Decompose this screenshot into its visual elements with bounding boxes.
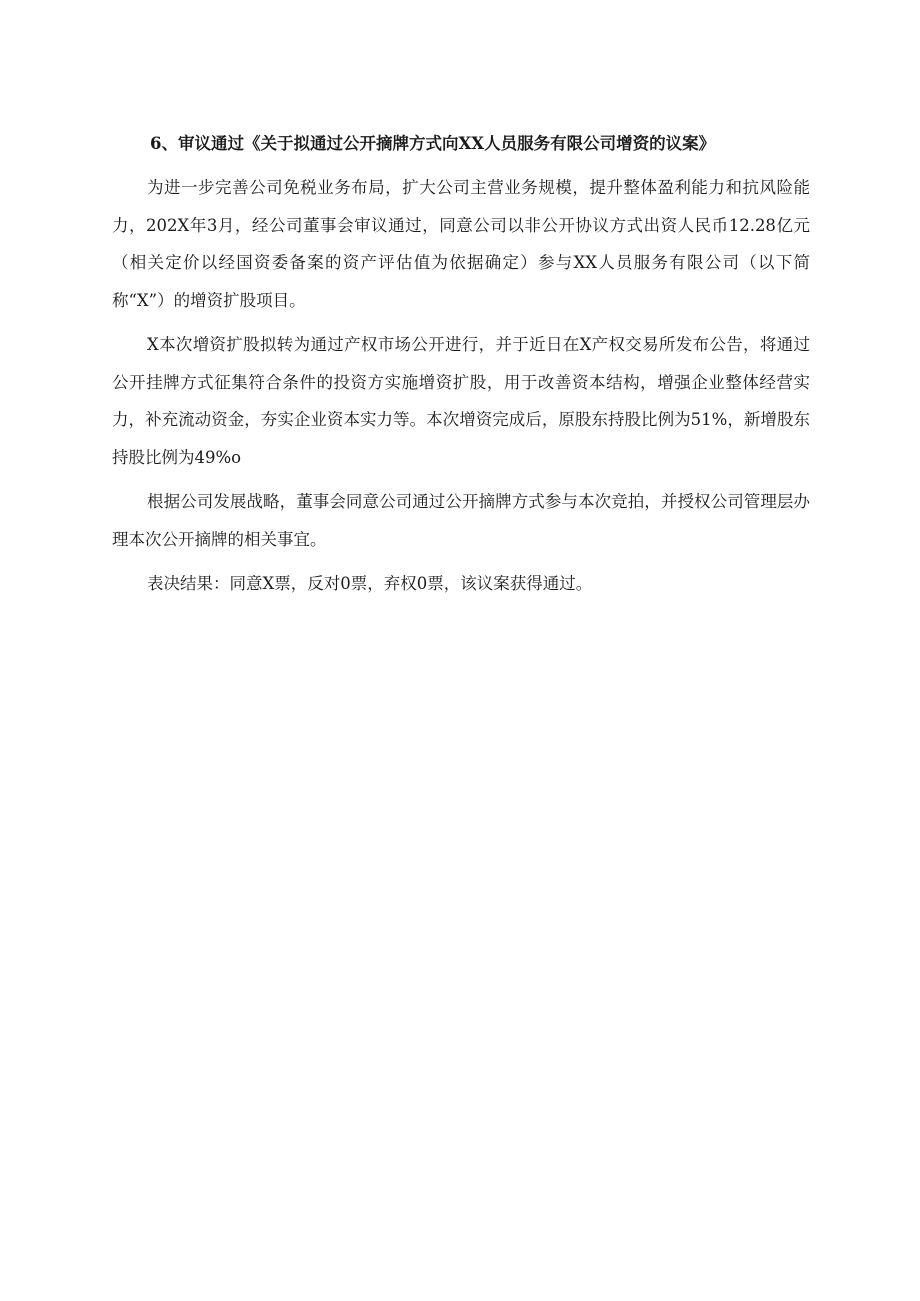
document-body xyxy=(112,128,810,610)
paragraph-voting-result: 表决结果：同意X票，反对0票，弃权0票，该议案获得通过。 xyxy=(147,574,593,593)
resolution-heading: 6、审议通过《关于拟通过公开摘牌方式向XX人员服务有限公司增资的议案》 xyxy=(150,134,716,153)
paragraph-board-authorization: 根据公司发展战略，董事会同意公司通过公开摘牌方式参与本次竞拍，并授权公司管理层办理本次公开摘牌的相关事宜。 xyxy=(112,492,810,549)
paragraph-capital-increase: X本次增资扩股拟转为通过产权市场公开进行，并于近日在X产权交易所发布公告，将通过公开挂牌方式征集符合条件的投资方实施增资扩股，用于改善资本结构，增强企业整体经营实力，补充流动资金，夯实企业资本实力等。本次增资完成后，原股东持股比例为51%，新增股东持股比例为49%o xyxy=(112,335,810,467)
paragraph-background: 为进一步完善公司免税业务布局，扩大公司主营业务规模，提升整体盈利能力和抗风险能力，202X年3月，经公司董事会审议通过，同意公司以非公开协议方式出资人民币12.28亿元（相关定价以经国资委备案的资产评估值为依据确定）参与XX人员服务有限公司（以下简称“X”）的增资扩股项目。 xyxy=(112,178,810,310)
